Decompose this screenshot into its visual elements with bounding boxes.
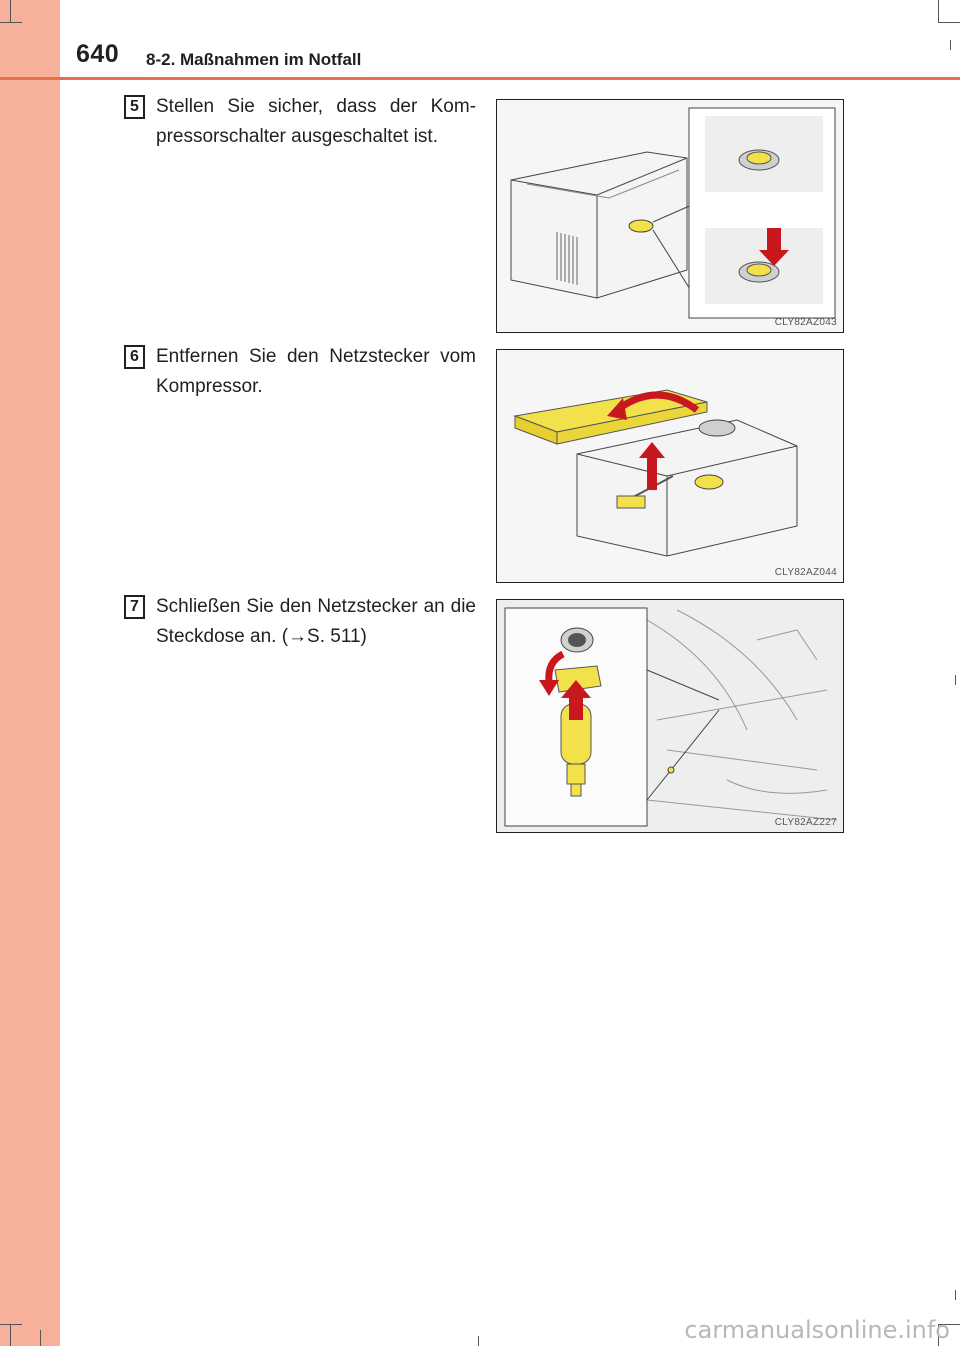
page-number: 640 [76, 40, 120, 68]
step-number-badge: 7 [124, 595, 145, 619]
header-rule [0, 77, 960, 80]
step-number-badge: 5 [124, 95, 145, 119]
step-6 [124, 342, 476, 402]
crop-mark [938, 0, 939, 22]
step-number-badge: 6 [124, 345, 145, 369]
crop-mark [10, 0, 11, 22]
watermark: carmanualsonline.info [684, 1316, 950, 1344]
compressor-switch-illustration [497, 100, 844, 333]
figure-compressor-switch [496, 99, 844, 333]
step-5 [124, 92, 476, 152]
crop-mark [955, 1290, 956, 1300]
crop-mark [478, 1336, 479, 1346]
figure-code: CLY82AZ044 [774, 567, 837, 578]
figure-code: CLY82AZ227 [774, 817, 837, 828]
step-text: Stellen Sie sicher, dass der Kom-pressorschalter ausgeschaltet ist. [156, 96, 476, 147]
section-title: 8-2. Maßnahmen im Notfall [146, 50, 362, 69]
crop-mark [955, 675, 956, 685]
step-7 [124, 592, 476, 652]
crop-mark [0, 22, 22, 23]
crop-mark [0, 1324, 22, 1325]
side-color-band [0, 0, 60, 1346]
crop-mark [40, 1330, 41, 1346]
socket-connection-illustration [497, 600, 844, 833]
step-text: Entfernen Sie den Netzstecker vom Kompressor. [156, 346, 476, 397]
crop-mark [10, 1324, 11, 1346]
step-text: Schließen Sie den Netzstecker an die Steckdose an. (→S. 511) [156, 596, 476, 647]
figure-socket-connection [496, 599, 844, 833]
crop-mark [938, 22, 960, 23]
remove-plug-illustration [497, 350, 844, 583]
figure-code: CLY82AZ043 [774, 317, 837, 328]
figure-remove-plug [496, 349, 844, 583]
crop-mark [950, 40, 951, 50]
